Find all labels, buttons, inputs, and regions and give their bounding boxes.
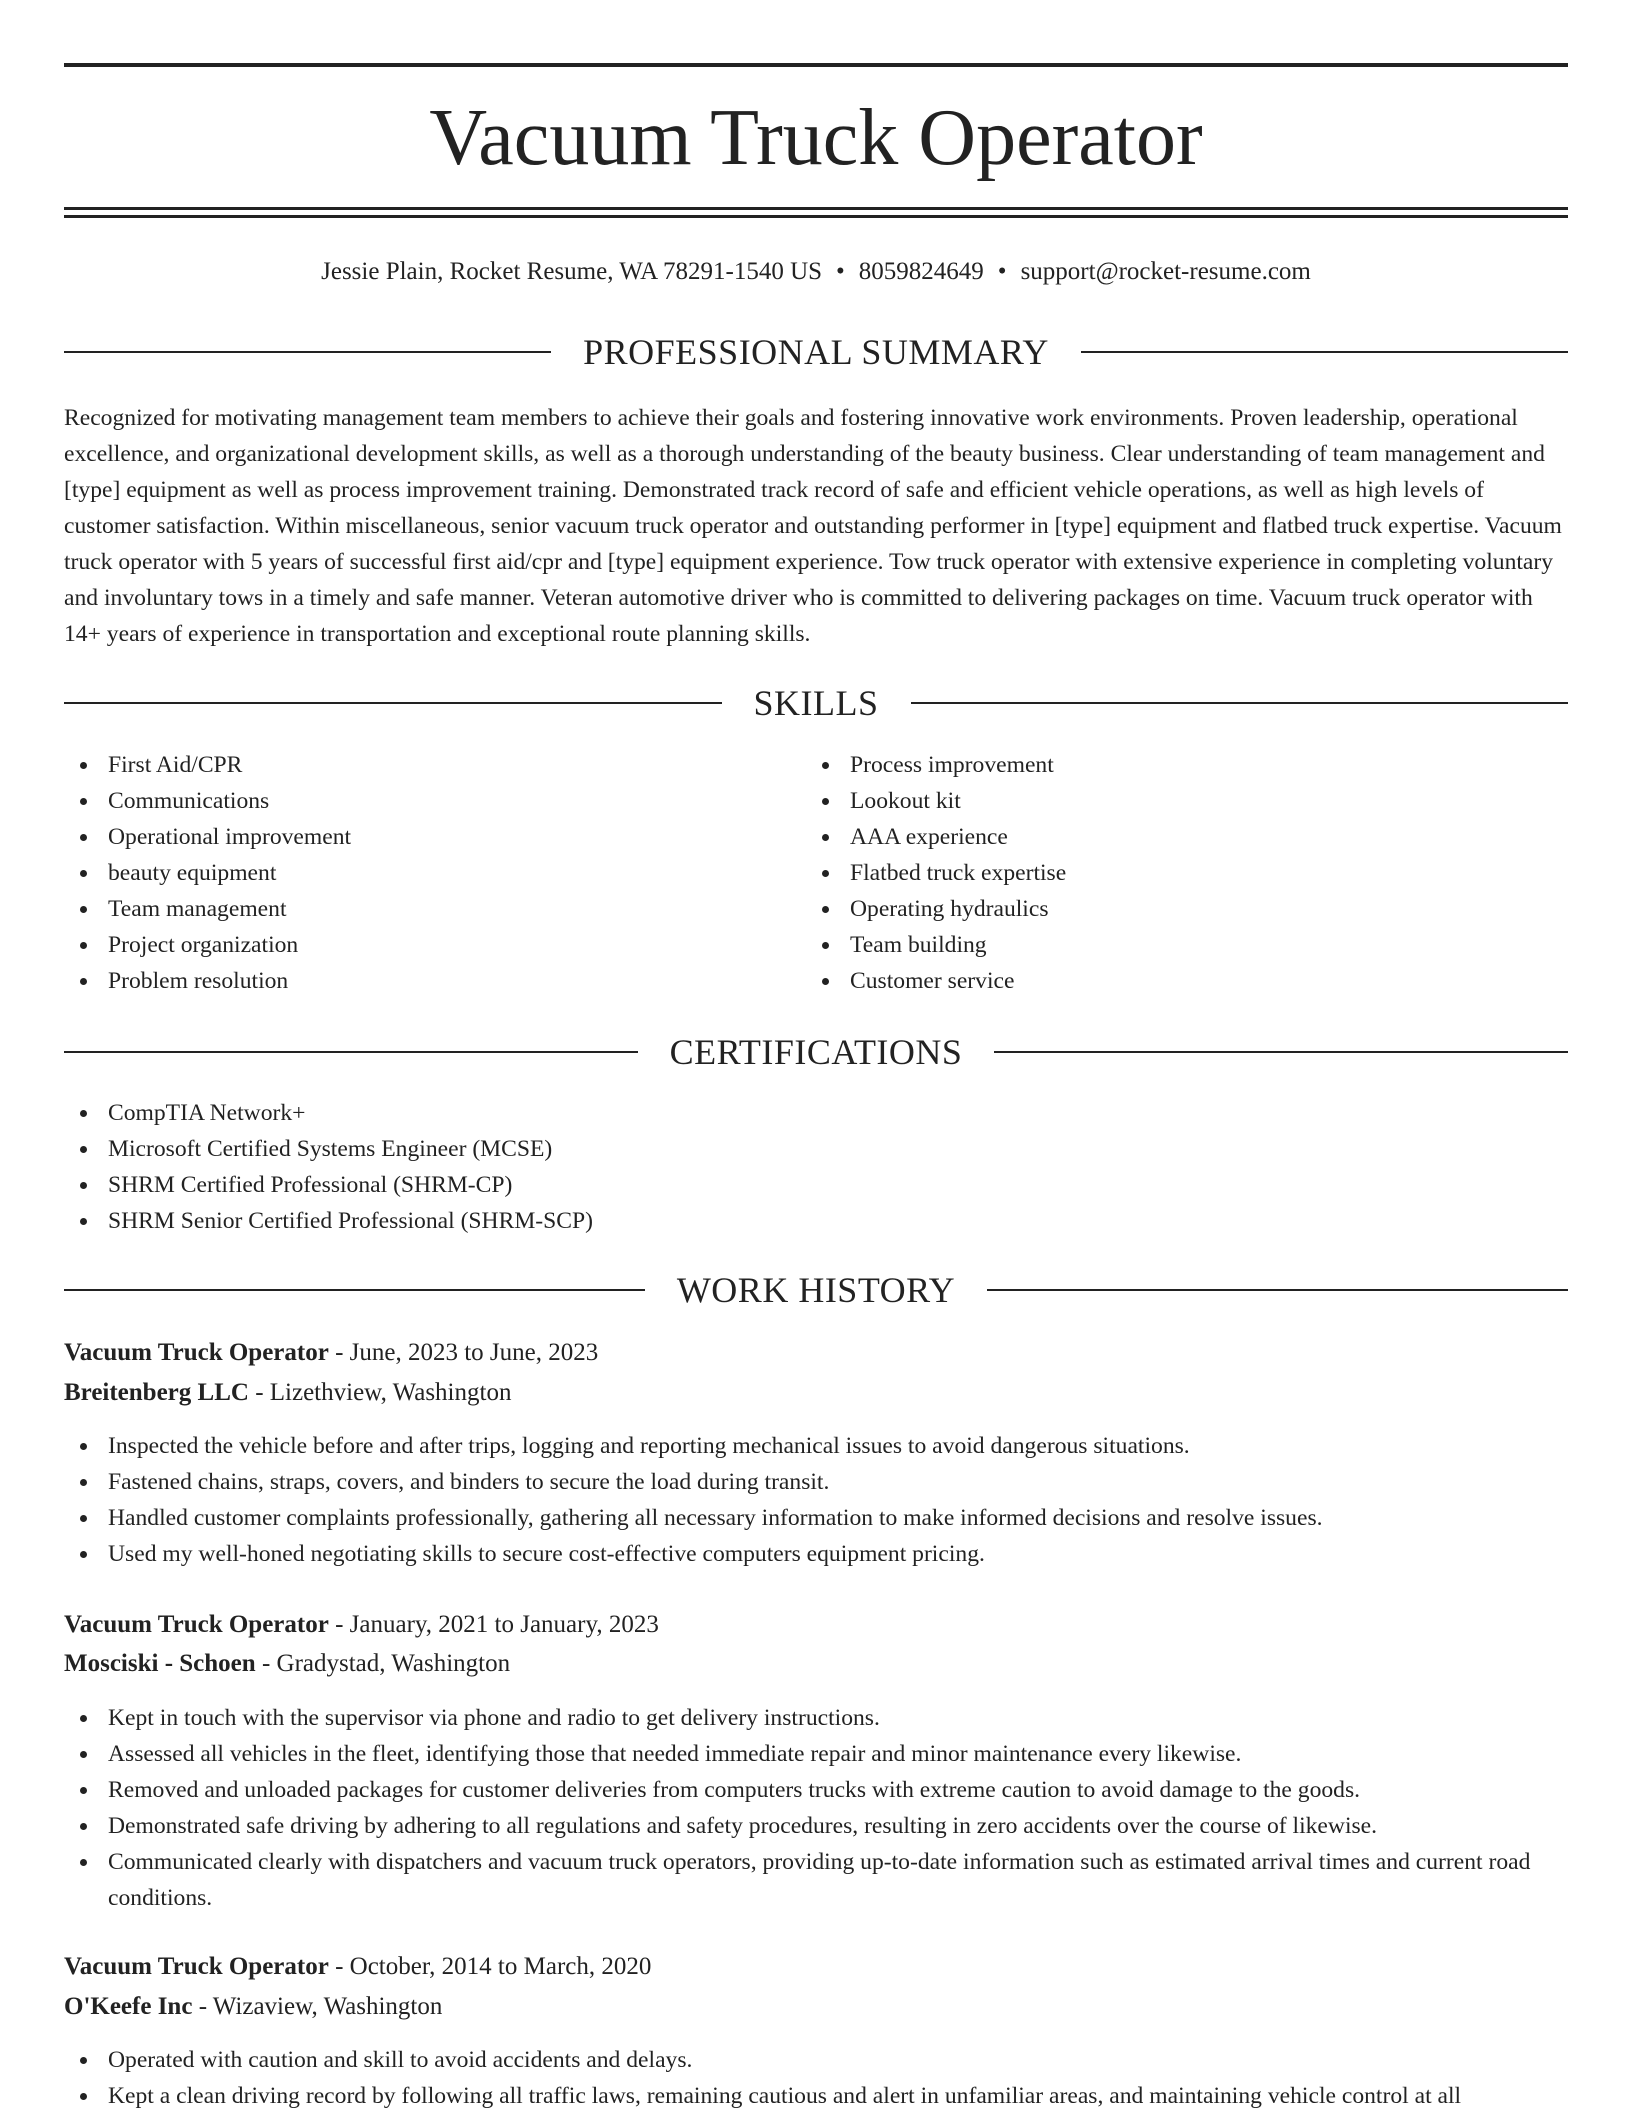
duty-text: Handled customer complaints professionally, gathering all necessary information to make informed decisions and resolve issues. [108,1505,1323,1531]
bullet-dot [80,834,87,841]
job-duties-list [64,1700,1568,1916]
bullet-dot [80,1515,87,1522]
job-company-line [64,1988,1568,2026]
contact-line [64,254,1568,290]
certification-item [64,1131,1568,1167]
certification-item [64,1167,1568,1203]
skill-label: First Aid/CPR [108,752,243,778]
duty-text: Kept a clean driving record by following all traffic laws, remaining cautious and alert in unfamiliar areas, and maintaining vehicle control at all [108,2083,1462,2109]
duty-item [64,1808,1568,1844]
job-location: - Lizethview, Washington [248,1379,512,1406]
job-title: Vacuum Truck Operator [64,1953,329,1980]
skill-item [806,783,1546,819]
bullet-dot [80,906,87,913]
document-title: Vacuum Truck Operator [429,94,1203,182]
certifications-list [64,1095,1568,1239]
bullet-dot [822,762,829,769]
duty-item [64,1736,1568,1772]
skill-item [806,927,1546,963]
duty-item [64,1772,1568,1808]
skill-item [64,747,804,783]
contact-separator: • [997,258,1007,285]
skill-label: Process improvement [850,752,1054,778]
job-duties-list [64,1428,1568,1572]
job-company-line [64,1645,1568,1683]
skills-list-left [64,747,804,999]
bullet-dot [80,870,87,877]
skill-label: beauty equipment [108,860,277,886]
bullet-dot [80,1787,87,1794]
heading-rule-right [987,1289,1568,1291]
title-double-rule-lower [64,215,1568,218]
bullet-dot [80,1218,87,1225]
bullet-dot [822,978,829,985]
skills-list-right [806,747,1546,999]
bullet-dot [822,798,829,805]
duty-item [64,1500,1568,1536]
job-title-line [64,1948,1568,1986]
skill-item [64,891,804,927]
duty-item [64,1844,1568,1916]
section-heading-work-history [64,1268,1568,1312]
bullet-dot [822,942,829,949]
heading-rule-right [1081,351,1568,353]
heading-rule-right [994,1051,1568,1053]
bullet-dot [80,1551,87,1558]
job-company: O'Keefe Inc [64,1993,193,2020]
skill-item [64,783,804,819]
skill-label: Team management [108,896,287,922]
skill-item [806,891,1546,927]
resume-page [64,0,1568,2112]
skill-label: AAA experience [850,824,1008,850]
bullet-dot [80,1479,87,1486]
skill-label: Project organization [108,932,299,958]
job-dates: - October, 2014 to March, 2020 [328,1953,652,1980]
bullet-dot [80,1182,87,1189]
section-heading-label: CERTIFICATIONS [669,1032,963,1072]
certification-item [64,1095,1568,1131]
contact-phone: 8059824649 [858,258,984,285]
duty-text: Operated with caution and skill to avoid accidents and delays. [108,2047,693,2073]
duty-text: Fastened chains, straps, covers, and binders to secure the load during transit. [108,1469,830,1495]
bullet-dot [80,1751,87,1758]
section-heading-label: SKILLS [753,683,879,723]
duty-item [64,1700,1568,1736]
bullet-dot [80,942,87,949]
job-duties-list [64,2042,1568,2112]
job-company: Breitenberg LLC [64,1379,249,1406]
section-heading-skills [64,681,1568,725]
duty-text: Used my well-honed negotiating skills to secure cost-effective computers equipment pricing. [108,1541,985,1567]
certification-label: CompTIA Network+ [108,1100,306,1126]
bullet-dot [822,906,829,913]
duty-text: Demonstrated safe driving by adhering to all regulations and safety procedures, resulting in zero accidents over the course of likewise. [108,1813,1378,1839]
job-dates: - June, 2023 to June, 2023 [328,1339,599,1366]
bullet-dot [80,1146,87,1153]
bullet-dot [80,762,87,769]
bullet-dot [80,978,87,985]
bullet-dot [822,834,829,841]
duty-text: Removed and unloaded packages for customer deliveries from computers trucks with extreme caution to avoid damage to the goods. [108,1777,1361,1803]
job-title-line [64,1606,1568,1644]
heading-rule-right [911,702,1568,704]
bullet-dot [80,1110,87,1117]
bullet-dot [822,870,829,877]
certification-label: SHRM Senior Certified Professional (SHRM-SCP) [108,1208,593,1234]
skill-label: Communications [108,788,270,814]
bullet-dot [80,798,87,805]
skill-item [64,963,804,999]
skill-label: Team building [850,932,987,958]
section-heading-label: WORK HISTORY [676,1270,956,1310]
summary-text: Recognized for motivating management team members to achieve their goals and fostering innovative work environments. Proven leadership, operational excellence, and organizational development skills, as well as a thorough understanding of the beauty business. Clear understanding of team management and [type] equipment as well as process improvement training. Demonstrated track record of safe and efficient vehicle operations, as well as high levels of customer satisfaction. Within miscellaneous, senior vacuum truck operator and outstanding performer in [type] equipment and flatbed truck expertise. Vacuum truck operator with 5 years of successful first aid/cpr and [type] equipment experience. Tow truck operator with extensive experience in completing voluntary and involuntary tows in a timely and safe manner. Veteran automotive driver who is committed to delivering packages on time. Vacuum truck operator with 14+ years of experience in transportation and exceptional route planning skills. [64,405,1562,647]
duty-item [64,2042,1568,2078]
duty-item [64,1428,1568,1464]
job-dates: - January, 2021 to January, 2023 [328,1611,659,1638]
job-company-line [64,1374,1568,1412]
certification-label: SHRM Certified Professional (SHRM-CP) [108,1172,513,1198]
section-heading-summary [64,330,1568,374]
contact-address: Jessie Plain, Rocket Resume, WA 78291-1540 US [321,258,823,285]
top-rule [64,63,1568,67]
job-title-line [64,1334,1568,1372]
skill-item [64,819,804,855]
duty-text: Assessed all vehicles in the fleet, identifying those that needed immediate repair and minor maintenance every likewise. [108,1741,1242,1767]
duty-text: Inspected the vehicle before and after trips, logging and reporting mechanical issues to avoid dangerous situations. [108,1433,1190,1459]
skill-label: Customer service [850,968,1015,994]
job-company: Mosciski - Schoen [64,1650,256,1677]
section-heading-certifications [64,1030,1568,1074]
duty-item [64,2078,1568,2112]
bullet-dot [80,1715,87,1722]
bullet-dot [80,2093,87,2100]
certification-label: Microsoft Certified Systems Engineer (MCSE) [108,1136,553,1162]
skill-label: Lookout kit [850,788,961,814]
skill-label: Problem resolution [108,968,289,994]
skill-item [806,819,1546,855]
heading-rule-left [64,1051,638,1053]
title-double-rule-upper [64,207,1568,210]
skill-item [64,927,804,963]
certification-item [64,1203,1568,1239]
skill-label: Operating hydraulics [850,896,1049,922]
duty-item [64,1536,1568,1572]
bullet-dot [80,2057,87,2064]
duty-text: Communicated clearly with dispatchers and vacuum truck operators, providing up-to-date information such as estimated arrival times and current road conditions. [108,1849,1531,1911]
skill-label: Flatbed truck expertise [850,860,1067,886]
heading-rule-left [64,1289,645,1291]
job-location: - Wizaview, Washington [192,1993,443,2020]
contact-email: support@rocket-resume.com [1020,258,1311,285]
skill-item [806,855,1546,891]
skill-label: Operational improvement [108,824,352,850]
skill-item [64,855,804,891]
job-title: Vacuum Truck Operator [64,1339,329,1366]
heading-rule-left [64,351,551,353]
bullet-dot [80,1823,87,1830]
duty-text: Kept in touch with the supervisor via phone and radio to get delivery instructions. [108,1705,880,1731]
skill-item [806,747,1546,783]
duty-item [64,1464,1568,1500]
heading-rule-left [64,702,722,704]
bullet-dot [80,1443,87,1450]
section-heading-label: PROFESSIONAL SUMMARY [583,332,1049,372]
bullet-dot [80,1859,87,1866]
job-title: Vacuum Truck Operator [64,1611,329,1638]
job-location: - Gradystad, Washington [255,1650,511,1677]
contact-separator: • [836,258,845,285]
skill-item [806,963,1546,999]
